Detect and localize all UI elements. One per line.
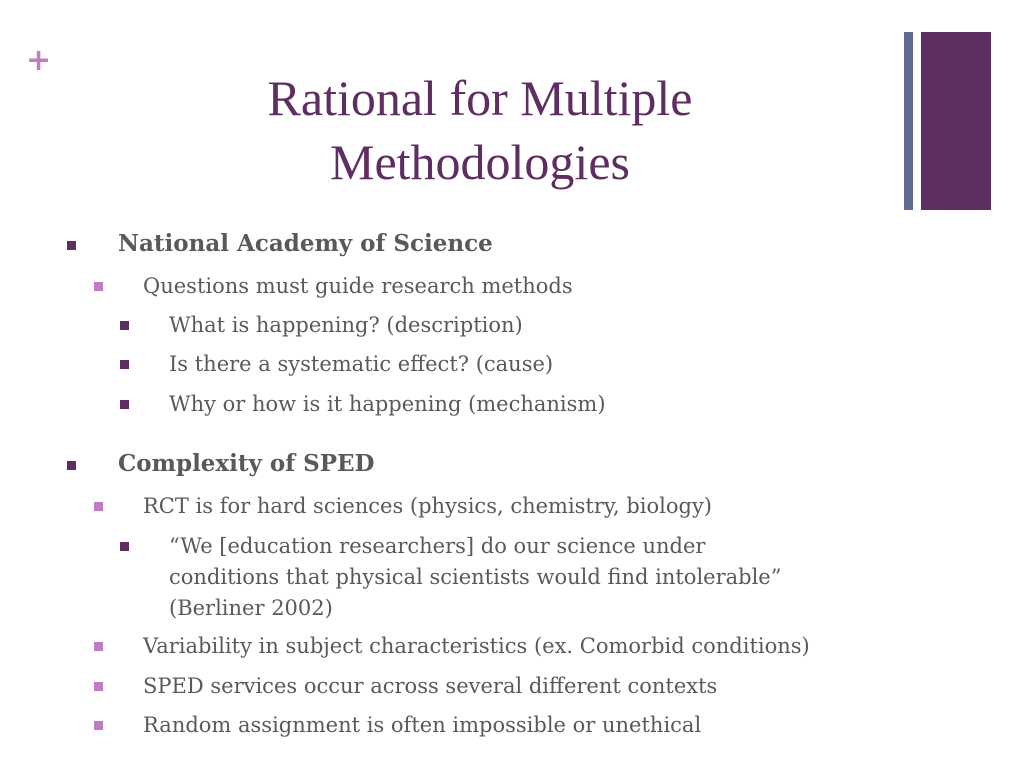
- quote-line-1: “We [education researchers] do our science under: [169, 534, 706, 558]
- bullet-text: Why or how is it happening (mechanism): [169, 392, 606, 416]
- square-bullet-icon: [120, 542, 129, 551]
- bullet-text: National Academy of Science: [118, 230, 493, 257]
- quote-line-2: conditions that physical scientists would find intolerable”: [169, 565, 782, 589]
- bullet-text: Is there a systematic effect? (cause): [169, 352, 554, 376]
- plus-icon: +: [26, 43, 52, 78]
- bullet-text: Variability in subject characteristics (ex. Comorbid conditions): [143, 634, 810, 658]
- square-bullet-icon: [120, 400, 129, 409]
- decorative-bar-thick: [921, 32, 991, 210]
- square-bullet-icon: [120, 360, 129, 369]
- bullet-text: What is happening? (description): [169, 313, 523, 337]
- decorative-bar-thin: [904, 32, 913, 210]
- square-bullet-icon: [94, 502, 103, 511]
- bullet-text: Questions must guide research methods: [143, 274, 573, 298]
- slide-title-line-1: Rational for Multiple: [267, 70, 693, 126]
- square-bullet-icon: [67, 241, 76, 250]
- square-bullet-icon: [67, 461, 76, 470]
- square-bullet-icon: [94, 682, 103, 691]
- bullet-text: Random assignment is often impossible or unethical: [143, 713, 702, 737]
- bullet-text: RCT is for hard sciences (physics, chemistry, biology): [143, 494, 712, 518]
- quote-line-3: (Berliner 2002): [169, 596, 333, 620]
- bullet-text: Complexity of SPED: [118, 450, 375, 477]
- square-bullet-icon: [94, 642, 103, 651]
- square-bullet-icon: [120, 321, 129, 330]
- square-bullet-icon: [94, 282, 103, 291]
- bullet-text: SPED services occur across several different contexts: [143, 674, 718, 698]
- slide-title: [150, 66, 810, 194]
- slide-title-line-2: Methodologies: [330, 134, 630, 190]
- square-bullet-icon: [94, 721, 103, 730]
